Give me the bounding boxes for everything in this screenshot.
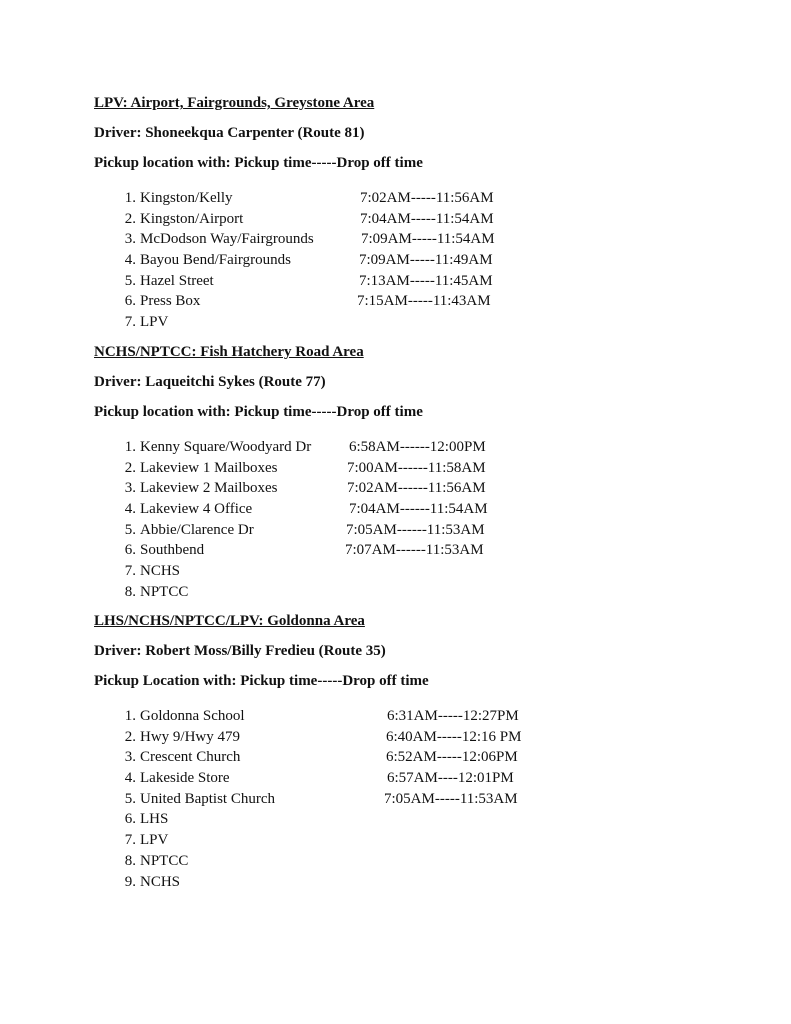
route-title: LHS/NCHS/NPTCC/LPV: Goldonna Area bbox=[94, 613, 365, 629]
list-item bbox=[94, 250, 714, 271]
stop-time: 7:02AM------11:56AM bbox=[347, 480, 486, 497]
stop-number: 2. bbox=[124, 459, 136, 476]
stop-time: 7:13AM-----11:45AM bbox=[359, 272, 493, 289]
stop-number: 3. bbox=[124, 749, 136, 766]
stop-location: Goldonna School bbox=[140, 708, 245, 724]
route-section-goldonna bbox=[94, 612, 714, 892]
stop-location: NPTCC bbox=[140, 852, 189, 869]
stop-list bbox=[94, 706, 714, 892]
stop-time: 7:09AM-----11:54AM bbox=[361, 231, 495, 248]
list-item bbox=[94, 312, 714, 333]
stop-location: LPV bbox=[140, 314, 169, 331]
stop-number: 4. bbox=[124, 252, 136, 269]
stop-time: 6:52AM-----12:06PM bbox=[386, 749, 518, 766]
list-item bbox=[94, 499, 714, 520]
stop-number: 7. bbox=[124, 832, 136, 849]
stop-number: 9. bbox=[124, 873, 136, 890]
list-item bbox=[94, 458, 714, 479]
stop-location: NPTCC bbox=[140, 583, 189, 600]
stop-number: 5. bbox=[124, 272, 136, 289]
stop-time: 6:57AM----12:01PM bbox=[387, 770, 514, 787]
list-item bbox=[94, 478, 714, 499]
route-section-lpv bbox=[94, 94, 714, 333]
stop-location: Lakeview 2 Mailboxes bbox=[140, 480, 278, 497]
stop-number: 1. bbox=[124, 190, 136, 206]
stop-time: 7:07AM------11:53AM bbox=[345, 542, 484, 559]
stop-number: 2. bbox=[124, 728, 136, 745]
route-title: NCHS/NPTCC: Fish Hatchery Road Area bbox=[94, 344, 364, 360]
stop-number: 3. bbox=[124, 480, 136, 497]
stop-number: 8. bbox=[124, 852, 136, 869]
stop-time: 6:40AM-----12:16 PM bbox=[386, 728, 522, 745]
route-driver: Driver: Shoneekqua Carpenter (Route 81) bbox=[94, 125, 365, 141]
route-driver: Driver: Laqueitchi Sykes (Route 77) bbox=[94, 374, 326, 390]
list-item bbox=[94, 830, 714, 851]
list-item bbox=[94, 727, 714, 748]
list-item bbox=[94, 809, 714, 830]
route-title: LPV: Airport, Fairgrounds, Greystone Area bbox=[94, 95, 375, 111]
stop-number: 7. bbox=[124, 563, 136, 580]
stop-location: Kingston/Airport bbox=[140, 210, 244, 227]
stop-location: Crescent Church bbox=[140, 749, 241, 766]
list-item bbox=[94, 520, 714, 541]
stop-location: Hazel Street bbox=[140, 272, 214, 289]
list-item bbox=[94, 209, 714, 230]
stop-time: 7:05AM-----11:53AM bbox=[384, 790, 518, 807]
stop-number: 1. bbox=[124, 439, 136, 455]
stop-location: Press Box bbox=[140, 293, 201, 310]
stop-number: 4. bbox=[124, 770, 136, 787]
list-item bbox=[94, 706, 714, 727]
stop-time: 7:09AM-----11:49AM bbox=[359, 252, 493, 269]
stop-list bbox=[94, 437, 714, 603]
stop-location: McDodson Way/Fairgrounds bbox=[140, 231, 314, 248]
stop-location: United Baptist Church bbox=[140, 790, 275, 807]
stop-time: 7:04AM-----11:54AM bbox=[360, 210, 494, 227]
list-item bbox=[94, 229, 714, 250]
route-column-header: Pickup location with: Pickup time-----Drop off time bbox=[94, 155, 423, 171]
stop-time: 7:02AM-----11:56AM bbox=[360, 190, 494, 206]
stop-location: Bayou Bend/Fairgrounds bbox=[140, 252, 291, 269]
stop-time: 7:05AM------11:53AM bbox=[346, 521, 485, 538]
route-section-nchs-nptcc bbox=[94, 343, 714, 603]
stop-location: NCHS bbox=[140, 563, 181, 580]
stop-location: Abbie/Clarence Dr bbox=[140, 521, 254, 538]
list-item bbox=[94, 747, 714, 768]
stop-location: Kenny Square/Woodyard Dr bbox=[140, 439, 312, 455]
stop-list bbox=[94, 188, 714, 333]
stop-number: 6. bbox=[124, 542, 136, 559]
list-item bbox=[94, 271, 714, 292]
stop-number: 6. bbox=[124, 811, 136, 828]
list-item bbox=[94, 561, 714, 582]
route-driver: Driver: Robert Moss/Billy Fredieu (Route 35) bbox=[94, 643, 386, 659]
list-item bbox=[94, 768, 714, 789]
stop-number: 3. bbox=[124, 231, 136, 248]
stop-location: Lakeside Store bbox=[140, 770, 230, 787]
stop-location: Kingston/Kelly bbox=[140, 190, 233, 206]
list-item bbox=[94, 291, 714, 312]
stop-time: 6:58AM------12:00PM bbox=[349, 439, 486, 455]
stop-location: Hwy 9/Hwy 479 bbox=[140, 728, 240, 745]
route-column-header: Pickup location with: Pickup time-----Drop off time bbox=[94, 404, 423, 420]
stop-number: 8. bbox=[124, 583, 136, 600]
stop-time: 7:00AM------11:58AM bbox=[347, 459, 486, 476]
stop-number: 5. bbox=[124, 790, 136, 807]
list-item bbox=[94, 872, 714, 893]
stop-time: 7:15AM-----11:43AM bbox=[357, 293, 491, 310]
list-item bbox=[94, 582, 714, 603]
list-item bbox=[94, 851, 714, 872]
stop-time: 6:31AM-----12:27PM bbox=[387, 708, 519, 724]
stop-number: 5. bbox=[124, 521, 136, 538]
stop-number: 2. bbox=[124, 210, 136, 227]
list-item bbox=[94, 437, 714, 458]
list-item bbox=[94, 789, 714, 810]
stop-location: LHS bbox=[140, 811, 169, 828]
stop-number: 6. bbox=[124, 293, 136, 310]
stop-location: Lakeview 1 Mailboxes bbox=[140, 459, 278, 476]
route-column-header: Pickup Location with: Pickup time-----Drop off time bbox=[94, 673, 429, 689]
stop-location: Southbend bbox=[140, 542, 205, 559]
stop-number: 4. bbox=[124, 501, 136, 518]
stop-time: 7:04AM------11:54AM bbox=[349, 501, 488, 518]
stop-location: LPV bbox=[140, 832, 169, 849]
list-item bbox=[94, 188, 714, 209]
stop-number: 1. bbox=[124, 708, 136, 724]
stop-location: NCHS bbox=[140, 873, 181, 890]
list-item bbox=[94, 540, 714, 561]
stop-location: Lakeview 4 Office bbox=[140, 501, 253, 518]
stop-number: 7. bbox=[124, 314, 136, 331]
